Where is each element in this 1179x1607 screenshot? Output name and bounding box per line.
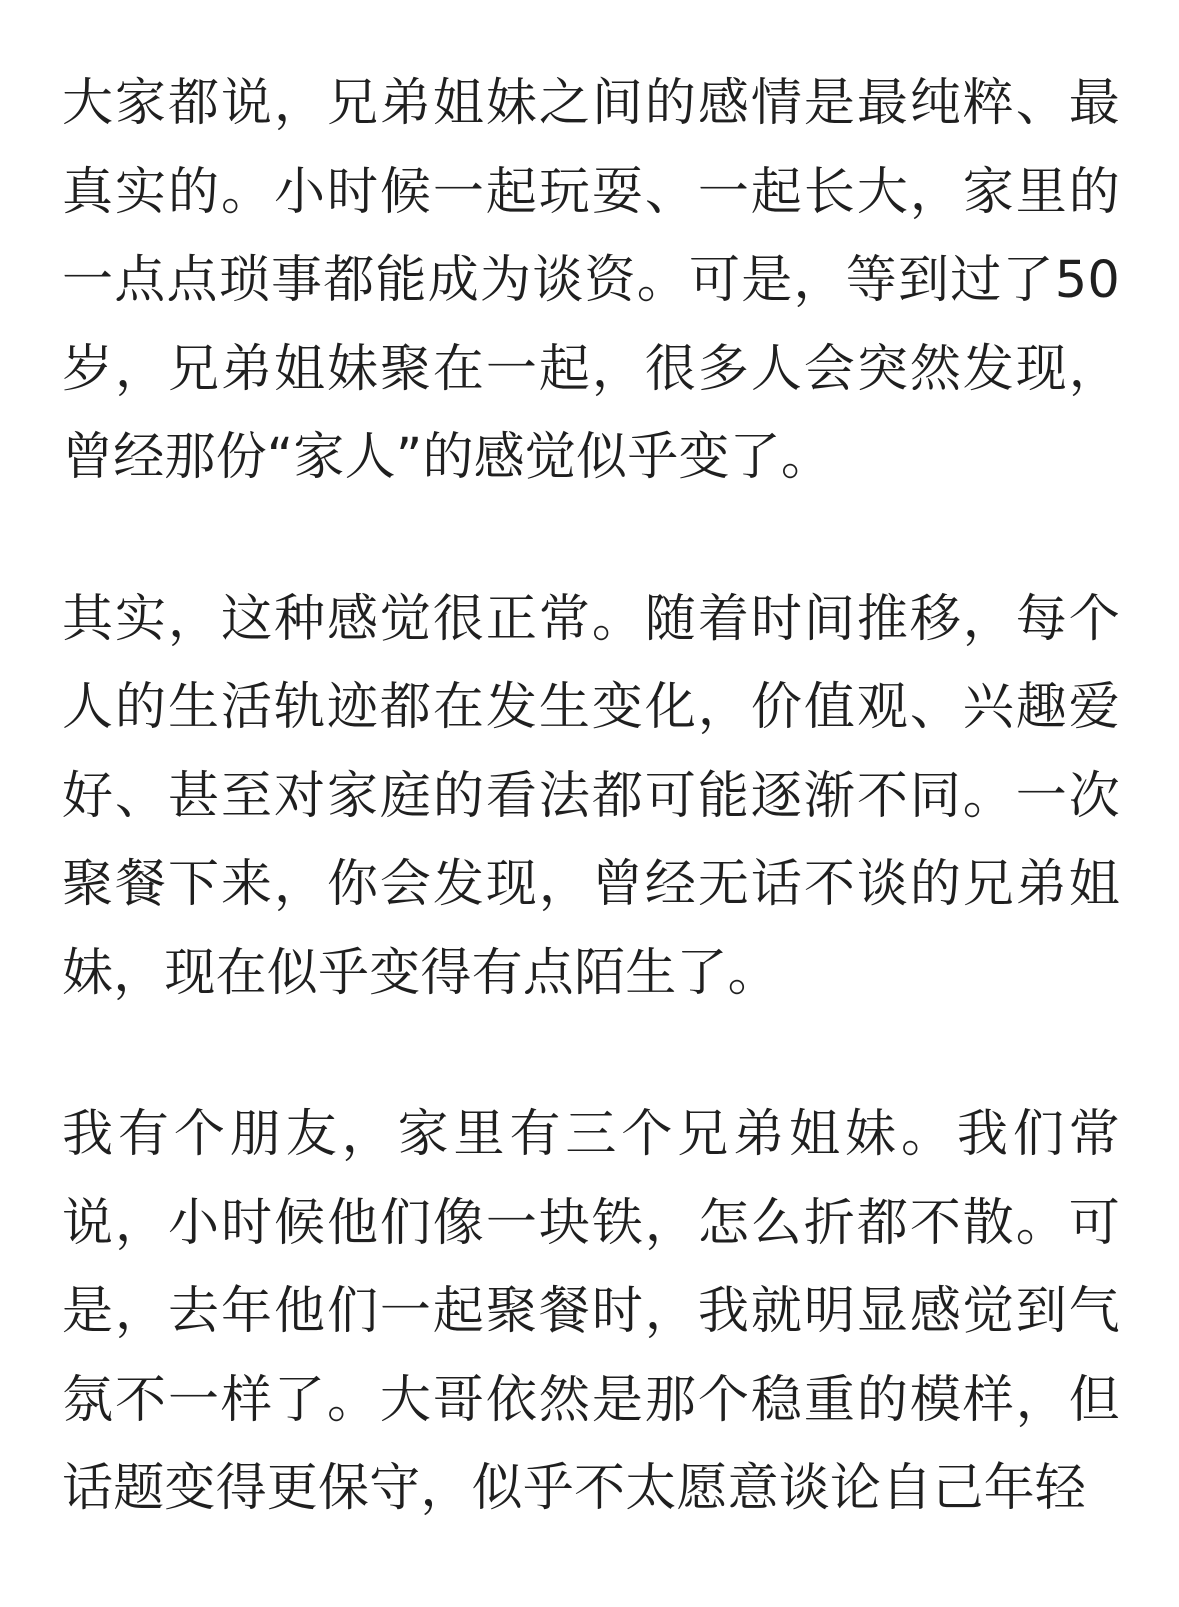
paragraph-1: 大家都说，兄弟姐妹之间的感情是最纯粹、最真实的。小时候一起玩耍、一起长大，家里的一点点琐事都能成为谈资。可是，等到过了50岁，兄弟姐妹聚在一起，很多人会突然发现，曾经那份“家人”的感觉似乎变了。 [62, 74, 1120, 487]
article-body [62, 60, 1120, 1607]
paragraph-2: 其实，这种感觉很正常。随着时间推移，每个人的生活轨迹都在发生变化，价值观、兴趣爱好、甚至对家庭的看法都可能逐渐不同。一次聚餐下来，你会发现，曾经无话不谈的兄弟姐妹，现在似乎变得有点陌生了。 [62, 589, 1120, 1003]
paragraph-3: 我有个朋友，家里有三个兄弟姐妹。我们常说，小时候他们像一块铁，怎么折都不散。可是，去年他们一起聚餐时，我就明显感觉到气氛不一样了。大哥依然是那个稳重的模样，但话题变得更保守，似乎不太愿意谈论自己年轻 [62, 1105, 1120, 1518]
